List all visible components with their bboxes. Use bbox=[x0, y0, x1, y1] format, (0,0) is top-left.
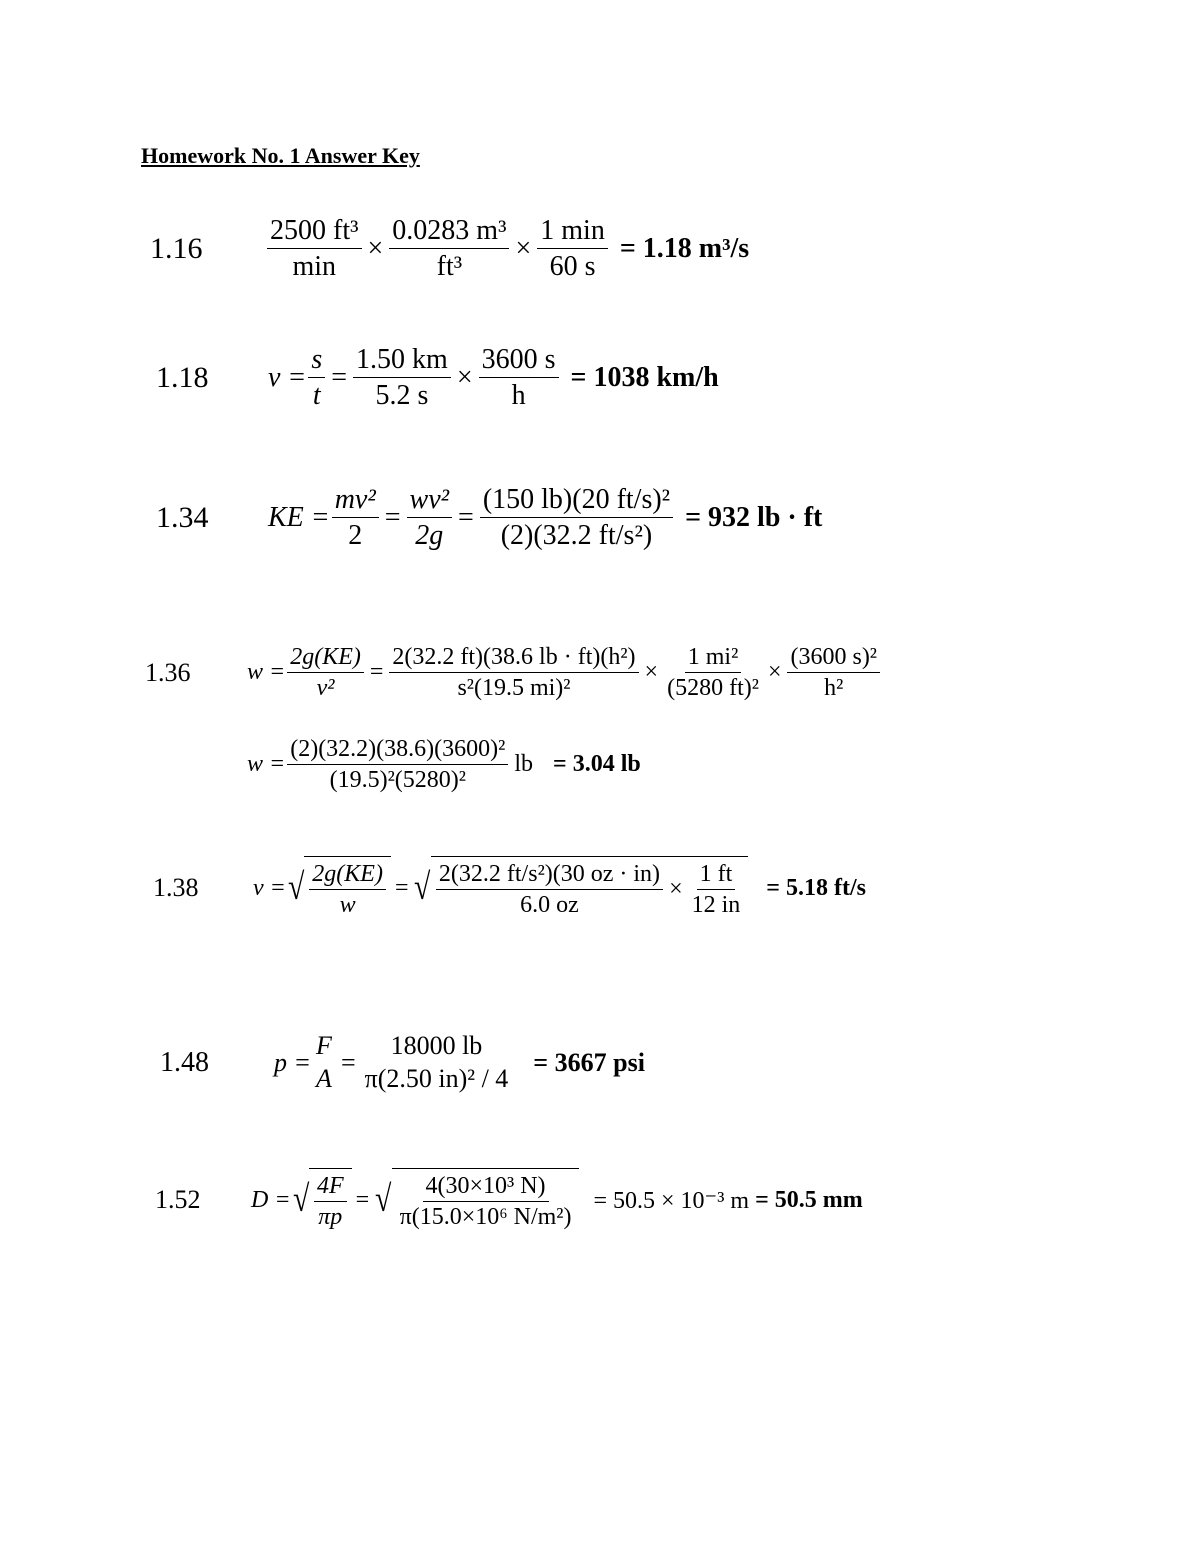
numerator: 2500 ft³ bbox=[267, 213, 362, 249]
denominator: A bbox=[316, 1063, 332, 1093]
result: = 50.5 mm bbox=[755, 1186, 863, 1213]
numerator: 4F bbox=[314, 1171, 347, 1202]
lhs: p = bbox=[274, 1047, 312, 1077]
square-root bbox=[373, 1168, 579, 1232]
fraction bbox=[787, 642, 880, 703]
fraction bbox=[309, 859, 386, 920]
radicand bbox=[431, 856, 748, 920]
numerator: (150 lb)(20 ft/s)² bbox=[480, 482, 673, 518]
radical-sign: √ bbox=[375, 1179, 392, 1221]
problem-number: 1.34 bbox=[156, 500, 209, 534]
numerator: 1 ft bbox=[697, 859, 736, 890]
numerator: 2(32.2 ft)(38.6 lb · ft)(h²) bbox=[389, 642, 638, 673]
fraction bbox=[332, 482, 379, 553]
denominator: (19.5)²(5280)² bbox=[329, 767, 466, 793]
fraction bbox=[664, 642, 762, 703]
equals-sign: = bbox=[331, 361, 348, 393]
equals-sign: = bbox=[340, 1047, 356, 1077]
numerator: 1.50 km bbox=[353, 342, 451, 378]
fraction bbox=[389, 213, 509, 284]
problem-1-36-line-2 bbox=[247, 734, 641, 795]
numerator: 3600 s bbox=[479, 342, 559, 378]
fraction bbox=[313, 1030, 335, 1095]
fraction bbox=[436, 859, 663, 920]
fraction bbox=[308, 342, 325, 413]
times-sign: × bbox=[456, 361, 473, 393]
denominator: 6.0 oz bbox=[520, 892, 579, 918]
numerator: 4(30×10³ N) bbox=[423, 1171, 549, 1202]
denominator: πp bbox=[318, 1204, 343, 1230]
denominator: 5.2 s bbox=[375, 380, 429, 411]
numerator: 1 mi² bbox=[685, 642, 742, 673]
problem-1-16 bbox=[150, 213, 749, 284]
fraction bbox=[689, 859, 744, 920]
fraction bbox=[287, 734, 508, 795]
square-root bbox=[286, 856, 391, 920]
numerator: F bbox=[316, 1031, 332, 1060]
problem-number: 1.18 bbox=[156, 360, 209, 394]
radical-sign: √ bbox=[414, 867, 431, 909]
times-sign: × bbox=[644, 659, 659, 685]
denominator: w bbox=[339, 892, 356, 918]
denominator: h bbox=[511, 380, 526, 411]
problem-number: 1.38 bbox=[153, 873, 199, 902]
lhs: KE = bbox=[268, 501, 330, 533]
lhs: w = bbox=[247, 659, 286, 685]
denominator: min bbox=[292, 251, 337, 282]
denominator: 60 s bbox=[549, 251, 596, 282]
fraction bbox=[397, 1171, 575, 1232]
radicand bbox=[392, 1168, 580, 1232]
numerator: (2)(32.2)(38.6)(3600)² bbox=[287, 734, 508, 765]
problem-1-38 bbox=[153, 856, 866, 920]
equals-sign: = bbox=[355, 1186, 370, 1213]
numerator: 2g(KE) bbox=[309, 859, 386, 890]
numerator: wv² bbox=[407, 482, 453, 518]
fraction bbox=[362, 1030, 512, 1095]
numerator: mv² bbox=[332, 482, 379, 518]
numerator: (3600 s)² bbox=[787, 642, 880, 673]
fraction bbox=[267, 213, 362, 284]
square-root bbox=[412, 856, 748, 920]
unit: lb bbox=[514, 751, 534, 777]
radicand bbox=[309, 1168, 352, 1232]
problem-number: 1.36 bbox=[145, 657, 191, 687]
radical-sign: √ bbox=[292, 1179, 309, 1221]
equals-sign: = bbox=[458, 501, 474, 533]
fraction bbox=[480, 482, 673, 553]
fraction bbox=[389, 642, 638, 703]
problem-1-52 bbox=[155, 1168, 863, 1232]
fraction bbox=[314, 1171, 347, 1232]
intermediate-result: = 50.5 × 10⁻³ m bbox=[593, 1187, 750, 1214]
denominator: 2g bbox=[415, 520, 444, 551]
numerator: 2(32.2 ft/s²)(30 oz · in) bbox=[436, 859, 663, 890]
denominator: (2)(32.2 ft/s²) bbox=[500, 520, 653, 551]
numerator: 1 min bbox=[537, 213, 608, 249]
denominator: ft³ bbox=[436, 251, 463, 282]
lhs: v = bbox=[268, 361, 307, 393]
denominator: π(2.50 in)² / 4 bbox=[364, 1063, 509, 1093]
radical-sign: √ bbox=[287, 867, 305, 909]
lhs: w = bbox=[247, 751, 286, 777]
problem-1-18 bbox=[156, 342, 719, 413]
square-root bbox=[291, 1168, 352, 1232]
radicand bbox=[304, 856, 391, 920]
problem-number: 1.52 bbox=[155, 1185, 201, 1214]
denominator: 12 in bbox=[691, 892, 741, 918]
fraction bbox=[287, 642, 364, 703]
times-sign: × bbox=[669, 876, 683, 902]
numerator: 2g(KE) bbox=[287, 642, 364, 673]
denominator: (5280 ft)² bbox=[667, 675, 759, 701]
result: = 3.04 lb bbox=[553, 751, 641, 777]
lhs: v = bbox=[253, 874, 286, 901]
equals-sign: = bbox=[384, 501, 401, 533]
result: = 932 lb · ft bbox=[685, 501, 823, 533]
fraction bbox=[353, 342, 451, 413]
times-sign: × bbox=[515, 232, 532, 264]
problem-1-48 bbox=[160, 1030, 645, 1095]
numerator: s bbox=[308, 342, 325, 378]
denominator: π(15.0×10⁶ N/m²) bbox=[399, 1204, 572, 1230]
denominator: s²(19.5 mi)² bbox=[457, 675, 571, 701]
fraction bbox=[537, 213, 608, 284]
page-title: Homework No. 1 Answer Key bbox=[141, 143, 420, 168]
fraction bbox=[407, 482, 453, 553]
denominator: 2 bbox=[348, 520, 363, 551]
result: = 3667 psi bbox=[533, 1047, 645, 1077]
denominator: h² bbox=[824, 675, 844, 701]
times-sign: × bbox=[367, 232, 384, 264]
equals-sign: = bbox=[394, 874, 409, 901]
times-sign: × bbox=[767, 659, 782, 685]
fraction bbox=[479, 342, 559, 413]
result: = 1038 km/h bbox=[570, 361, 719, 393]
lhs: D = bbox=[251, 1186, 291, 1213]
denominator: v² bbox=[316, 675, 335, 701]
result: = 1.18 m³/s bbox=[619, 232, 750, 264]
problem-number: 1.16 bbox=[150, 231, 203, 265]
result: = 5.18 ft/s bbox=[766, 874, 866, 901]
equals-sign: = bbox=[369, 659, 384, 685]
numerator: 18000 lb bbox=[390, 1031, 483, 1060]
problem-1-34 bbox=[156, 482, 822, 553]
problem-number: 1.48 bbox=[160, 1046, 209, 1078]
numerator: 0.0283 m³ bbox=[389, 213, 509, 249]
denominator: t bbox=[312, 380, 321, 411]
problem-1-36 bbox=[145, 642, 882, 703]
